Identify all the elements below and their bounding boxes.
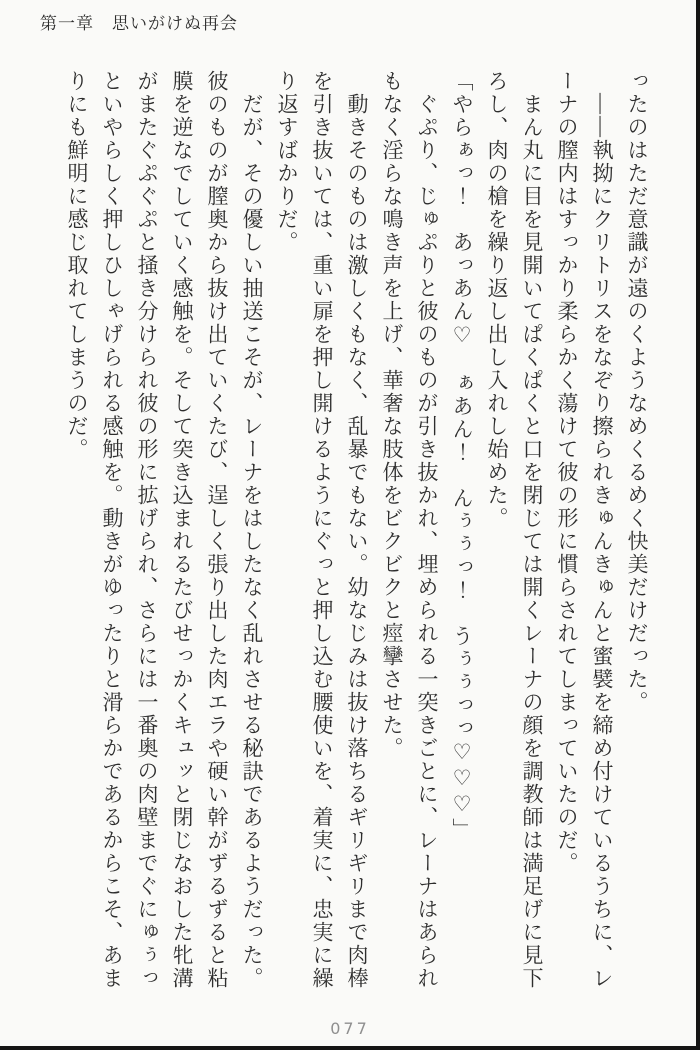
paragraph: だが、その優しい抽送こそが、レーナをはしたなく乱れさせる秘訣であるようだった。彼のものが膣奥から抜け出ていくたび、逞しく張り出した肉エラや硬い幹がずるずると粘膜を逆なでしていく感触を。そして突き込まれるたびせっかくキュッと閉じなおした牝溝がまたぐぷぐぷと掻き分けられ彼の形に拡げられ、さらには一番奥の肉壁までぐにゅぅっといやらしく押しひしゃげられる感触を。動きがゆったりと滑らかであるからこそ、あまりにも鮮明に感じ取れてしまうのだ。 bbox=[65, 70, 264, 990]
paragraph: ――執拗にクリトリスをなぞり擦られきゅんきゅんと蜜襞を締め付けているうちに、レーナの膣内はすっかり柔らかく蕩けて彼の形に慣らされてしまっていたのだ。 bbox=[555, 70, 614, 990]
paragraph: ったのはただ意識が遠のくようなめくるめく快美だけだった。 bbox=[625, 70, 649, 714]
scan-edge-bottom bbox=[0, 1046, 700, 1050]
scan-edge-right bbox=[696, 0, 700, 1050]
paragraph: 動きそのものは激しくもなく、乱暴でもない。幼なじみは抜け落ちるギリギリまで肉棒を引き抜いては、重い扉を押し開けるようにぐっと押し込む腰使いを、着実に、忠実に繰り返すばかりだ。 bbox=[275, 70, 369, 990]
body-text bbox=[59, 70, 654, 1000]
paragraph: まん丸に目を見開いてぱくぱくと口を閉じては開くレーナの顔を調教師は満足げに見下ろし、肉の槍を繰り返し出し入れし始めた。 bbox=[485, 70, 544, 990]
paragraph: ぐぷり、じゅぷりと彼のものが引き抜かれ、埋められる一突きごとに、レーナはあられもなく淫らな鳴き声を上げ、華奢な肢体をビクビクと痙攣させた。 bbox=[380, 70, 439, 990]
paragraph: 「やらぁっ！ あっあん♡ ぁあん！ んぅぅっ！ うぅぅっっ♡♡♡」 bbox=[450, 70, 474, 841]
chapter-header: 第一章 思いがけぬ再会 bbox=[40, 14, 238, 33]
page-number: 077 bbox=[330, 1019, 370, 1038]
